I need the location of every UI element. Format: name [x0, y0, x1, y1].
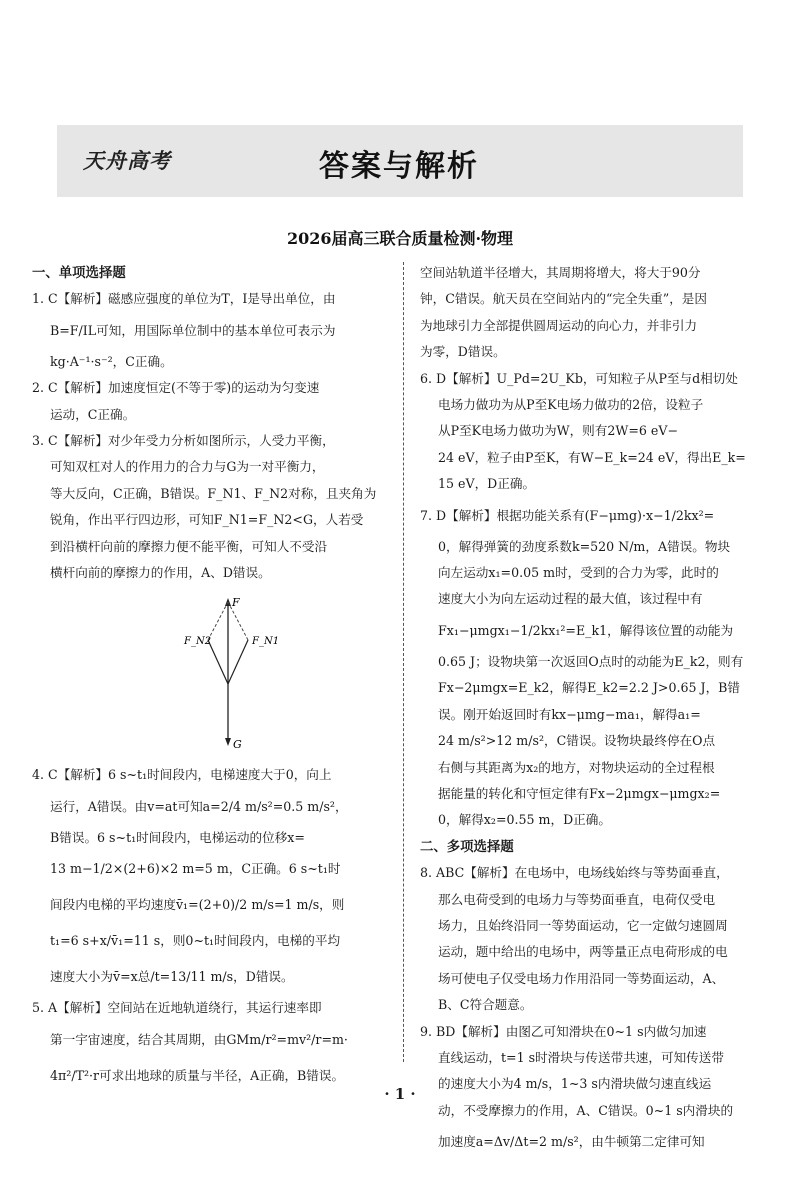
answer-line: 运行，A错误。由v=at可知a=2/4 m/s²=0.5 m/s²， [50, 798, 348, 814]
answer-7 [420, 498, 750, 834]
answer-line: B错误。6 s~t₁时间段内，电梯运动的位移x= [50, 829, 305, 845]
answer-line: 加速度a=Δv/Δt=2 m/s²，由牛顿第二定律可知 [438, 1134, 705, 1150]
answer-line: 9. BD【解析】由图乙可知滑块在0~1 s内做匀加速 [420, 1023, 707, 1039]
force-diagram-svg [32, 592, 384, 752]
label-fn2: F_N2 [184, 636, 212, 648]
answer-line: 为地球引力全部提供圆周运动的向心力，并非引力 [420, 317, 698, 333]
answer-line: Fx−2μmgx=E_k2，解得E_k2=2.2 J>0.65 J，B错 [438, 680, 741, 696]
answer-1 [32, 286, 384, 375]
left-column [32, 260, 384, 1094]
answer-line: t₁=6 s+x/v̄₁=11 s，则0~t₁时间段内，电梯的平均 [50, 933, 341, 949]
section-heading-multi: 二、多项选择题 [420, 838, 514, 855]
answer-line: 那么电荷受到的电场力与等势面垂直，电荷仅受电 [438, 891, 716, 907]
answer-line: 场可使电子仅受电场力作用沿同一等势面运动，A、 [438, 970, 725, 986]
answer-line: 直线运动，t=1 s时滑块与传送带共速，可知传送带 [438, 1049, 724, 1065]
answer-line: 5. A【解析】空间站在近地轨道绕行，其运行速率即 [32, 1000, 322, 1016]
answer-line: 间段内电梯的平均速度v̄₁=(2+0)/2 m/s=1 m/s，则 [50, 897, 345, 913]
column-divider [403, 262, 404, 1062]
answer-line: 4. C【解析】6 s~t₁时间段内，电梯速度大于0，向上 [32, 767, 332, 783]
answer-4 [32, 762, 384, 995]
dashed-side-left [208, 602, 228, 640]
answer-line: 空间站轨道半径增大，其周期将增大，将大于90分 [420, 265, 701, 280]
answer-line: 误。刚开始返回时有kx−μmg−ma₁，解得a₁= [438, 706, 701, 722]
page-number: · 1 · [384, 1085, 416, 1103]
answer-line: 场力，且始终沿同一等势面运动，它一定做匀速圆周 [438, 917, 728, 933]
answer-line: 从P至K电场力做功为W，则有2W=6 eV− [438, 423, 678, 439]
right-column [420, 260, 750, 1160]
banner-title: 答案与解析 [319, 149, 479, 184]
answer-line: 0，解得弹簧的劲度系数k=520 N/m，A错误。物块 [438, 538, 731, 554]
answer-line: 的速度大小为4 m/s，1~3 s内滑块做匀速直线运 [438, 1076, 712, 1092]
answer-2 [32, 375, 384, 428]
answer-line: 右侧与其距离为x₂的地方，对物块运动的全过程根 [438, 759, 715, 775]
answer-line: 3. C【解析】对少年受力分析如图所示，人受力平衡， [32, 433, 335, 449]
force-diagram [32, 592, 384, 752]
answer-line: 0.65 J；设物块第一次返回O点时的动能为E_k2，则有 [438, 653, 744, 669]
answer-line: 0，解得x₂=0.55 m，D正确。 [438, 812, 611, 828]
label-f: F [232, 596, 240, 610]
answer-line: 为零，D错误。 [420, 344, 506, 360]
answer-line: 15 eV，D正确。 [438, 476, 536, 492]
answer-line: 13 m−1/2×(2+6)×2 m=5 m，C正确。6 s~t₁时 [50, 861, 341, 877]
document-title: 2026届高三联合质量检测·物理 [286, 229, 514, 248]
answer-line: 动，不受摩擦力的作用，A、C错误。0~1 s内滑块的 [438, 1102, 734, 1118]
answer-line: 锐角，作出平行四边形，可知F_N1=F_N2<G，人若受 [50, 512, 364, 528]
answer-line: kg·A⁻¹·s⁻²，C正确。 [50, 353, 173, 369]
answer-line: 据能量的转化和守恒定律有Fx−2μmgx−μmgx₂= [438, 785, 721, 801]
answer-line: B=F/IL可知，用国际单位制中的基本单位可表示为 [50, 322, 336, 338]
answer-6 [420, 366, 750, 498]
section-heading-single: 一、单项选择题 [32, 265, 126, 281]
answer-line: 2. C【解析】加速度恒定(不等于零)的运动为匀变速 [32, 380, 320, 396]
answer-line: 运动，题中给出的电场中，两等量正点电荷形成的电 [438, 944, 728, 960]
answer-3 [32, 428, 384, 586]
answer-line: 等大反向，C正确，B错误。F_N1、F_N2对称，且夹角为 [50, 485, 377, 501]
force-fn1-line [228, 640, 248, 684]
answer-line: 24 m/s²>12 m/s²，C错误。设物块最终停在O点 [438, 733, 716, 749]
answer-line: 到沿横杆向前的摩擦力便不能平衡，可知人不受沿 [50, 538, 328, 554]
answer-line: 电场力做功为从P至K电场力做功的2倍，设粒子 [438, 397, 704, 413]
answer-line: 第一宇宙速度，结合其周期，由GMm/r²=mv²/r=m· [50, 1031, 348, 1047]
label-g: G [233, 738, 242, 752]
answer-line: 向左运动x₁=0.05 m时，受到的合力为零，此时的 [438, 565, 719, 581]
answer-line: 钟，C错误。航天员在空间站内的“完全失重”，是因 [420, 291, 707, 307]
answer-line: 1. C【解析】磁感应强度的单位为T，I是导出单位，由 [32, 291, 336, 307]
answer-line: 8. ABC【解析】在电场中，电场线始终与等势面垂直， [420, 865, 729, 881]
header-banner [57, 125, 743, 197]
answer-line: 24 eV，粒子由P至K，有W−E_k=24 eV，得出E_k= [438, 449, 746, 465]
label-fn1: F_N1 [252, 636, 280, 648]
answer-line: 速度大小为v̄=x总/t=13/11 m/s，D错误。 [50, 969, 294, 985]
answer-5 [32, 995, 384, 1093]
answer-8 [420, 860, 750, 1018]
answer-line: 速度大小为向左运动过程的最大值，该过程中有 [438, 591, 703, 607]
answer-line: 运动，C正确。 [50, 406, 136, 422]
answer-line: B、C符合题意。 [438, 997, 533, 1013]
answer-line: 4π²/T²·r可求出地球的质量与半径，A正确，B错误。 [50, 1067, 345, 1083]
brand-logo: 天舟高考 [83, 149, 171, 173]
force-g-arrow [225, 738, 231, 746]
answer-line: 7. D【解析】根据功能关系有(F−μmg)·x−1/2kx²= [420, 507, 715, 523]
answer-5-continued [420, 260, 750, 366]
answer-line: Fx₁−μmgx₁−1/2kx₁²=E_k1，解得该位置的动能为 [438, 622, 734, 638]
answer-line: 6. D【解析】U_Pd=2U_Kb，可知粒子从P至与d相切处 [420, 370, 738, 386]
answer-line: 横杆向前的摩擦力的作用，A、D错误。 [50, 565, 271, 581]
answer-line: 可知双杠对人的作用力的合力与G为一对平衡力， [50, 459, 325, 475]
